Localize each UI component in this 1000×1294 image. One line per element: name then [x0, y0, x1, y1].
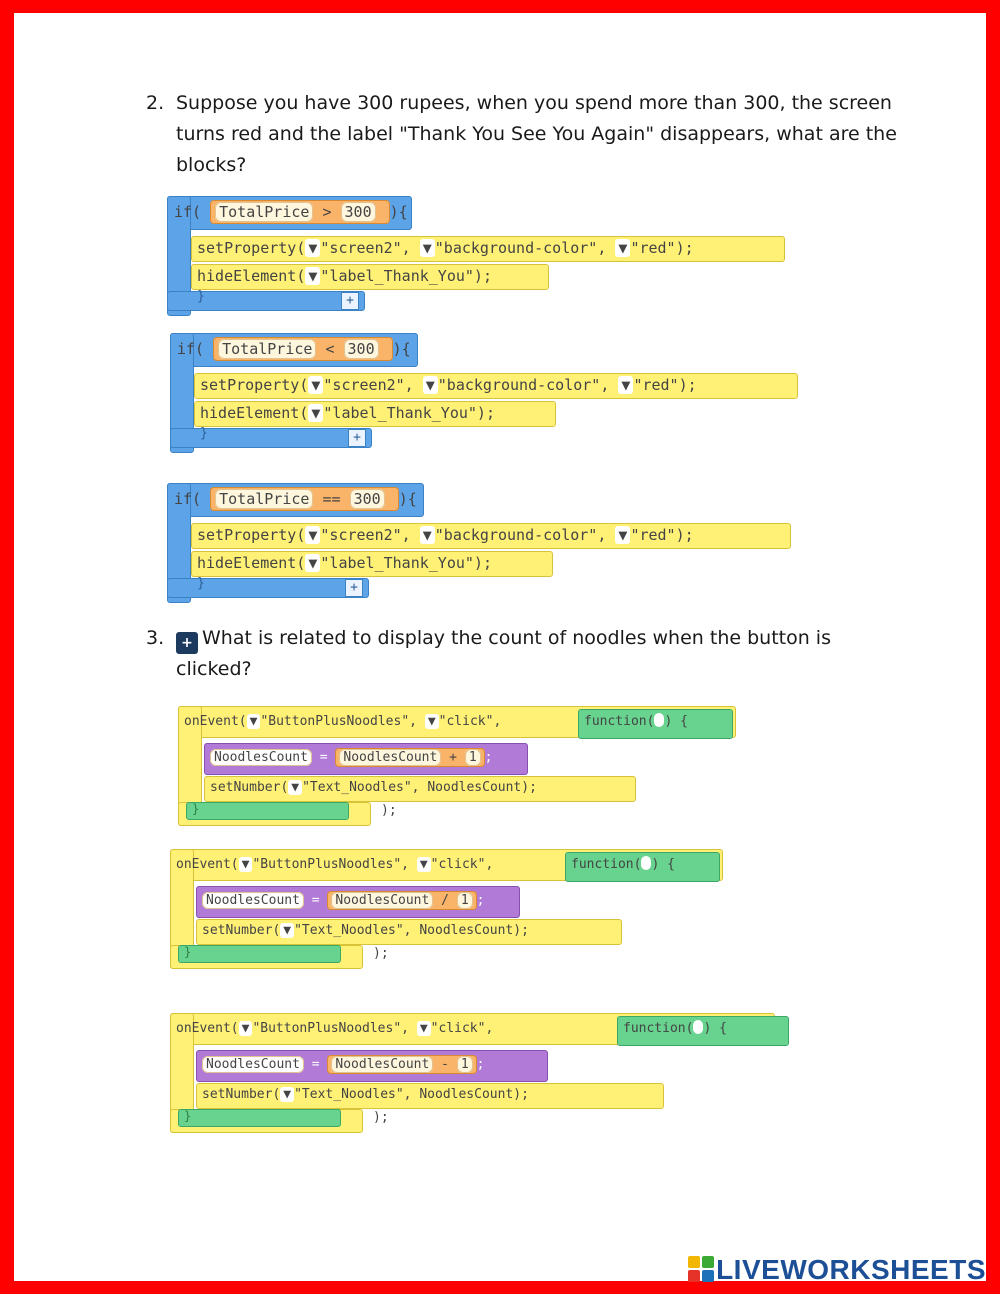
question-number: 2. — [146, 92, 165, 114]
dropdown-icon[interactable]: ▼ — [308, 404, 323, 422]
function-name: onEvent( — [184, 714, 247, 729]
condition-expression — [210, 487, 399, 511]
param-slot[interactable] — [654, 713, 664, 727]
variable-slot[interactable]: NoodlesCount — [202, 1056, 304, 1073]
variable-slot[interactable]: NoodlesCount — [210, 749, 312, 766]
variable-slot[interactable]: TotalPrice — [215, 202, 313, 222]
dropdown-icon[interactable]: ▼ — [280, 1087, 294, 1102]
dropdown-icon[interactable]: ▼ — [305, 267, 320, 285]
block-end: } — [200, 426, 208, 441]
block-end: } — [197, 576, 205, 591]
function-keyword: function( — [584, 714, 655, 729]
number-slot[interactable]: 1 — [457, 892, 473, 909]
if-keyword: if( — [177, 340, 205, 358]
function-keyword: function( — [571, 857, 642, 872]
variable-ref: NoodlesCount — [419, 1087, 514, 1102]
variable-ref: NoodlesCount — [427, 780, 522, 795]
dropdown-icon[interactable]: ▼ — [239, 1021, 253, 1036]
variable-slot[interactable]: NoodlesCount — [339, 749, 441, 766]
variable-slot[interactable]: NoodlesCount — [331, 892, 433, 909]
dropdown-icon[interactable]: ▼ — [420, 239, 435, 257]
dropdown-icon[interactable]: ▼ — [280, 923, 294, 938]
if-close: ){ — [389, 203, 408, 221]
argument: "ButtonPlusNoodles", — [252, 1021, 409, 1036]
dropdown-icon[interactable]: ▼ — [239, 857, 253, 872]
argument: "Text_Noodles", — [302, 780, 420, 795]
dropdown-icon[interactable]: ▼ — [305, 239, 320, 257]
assign-operator: = — [311, 1057, 320, 1072]
argument: "ButtonPlusNoodles", — [260, 714, 417, 729]
question-text: Suppose you have 300 rupees, when you spend more than 300, the screen turns red and the label "Thank You See You Again" disappears, what are the blocks? — [176, 92, 897, 176]
argument: "screen2", — [320, 526, 411, 544]
number-slot[interactable]: 300 — [341, 202, 376, 222]
block-end: } — [197, 289, 205, 304]
argument: "click", — [438, 714, 502, 729]
function-body-end — [178, 1109, 341, 1127]
function-name: setNumber( — [210, 780, 289, 795]
onevent-close: ); — [381, 803, 397, 818]
argument: "screen2", — [323, 376, 414, 394]
operator: > — [322, 203, 332, 221]
number-slot[interactable]: 300 — [344, 339, 379, 359]
liveworksheets-logo — [688, 1254, 986, 1286]
argument: "Text_Noodles", — [294, 1087, 412, 1102]
param-slot[interactable] — [641, 856, 651, 870]
function-end: ) { — [651, 857, 675, 872]
logo-mark-icon — [688, 1256, 714, 1282]
function-name: hideElement( — [197, 554, 306, 572]
assign-operator: = — [311, 893, 320, 908]
function-name: setProperty( — [197, 239, 306, 257]
semicolon: ; — [484, 750, 493, 765]
number-slot[interactable]: 1 — [457, 1056, 473, 1073]
argument: "screen2", — [320, 239, 411, 257]
argument: "red"); — [630, 526, 694, 544]
if-keyword: if( — [174, 203, 202, 221]
argument: "red"); — [633, 376, 697, 394]
dropdown-icon[interactable]: ▼ — [247, 714, 261, 729]
function-name: hideElement( — [197, 267, 306, 285]
if-keyword: if( — [174, 490, 202, 508]
dropdown-icon[interactable]: ▼ — [423, 376, 438, 394]
function-close-brace: } — [184, 945, 192, 959]
argument: "red"); — [630, 239, 694, 257]
number-slot[interactable]: 1 — [465, 749, 481, 766]
dropdown-icon[interactable]: ▼ — [615, 239, 630, 257]
math-expression — [327, 1055, 476, 1074]
function-name: onEvent( — [176, 857, 239, 872]
function-name: setNumber( — [202, 923, 281, 938]
function-keyword: function( — [623, 1021, 694, 1036]
onevent-close: ); — [373, 1110, 389, 1125]
argument: "label_Thank_You"); — [323, 404, 495, 422]
function-close-brace: } — [192, 802, 200, 816]
function-end: ) { — [664, 714, 688, 729]
operator: < — [325, 340, 335, 358]
argument: "background-color", — [437, 376, 610, 394]
dropdown-icon[interactable]: ▼ — [618, 376, 633, 394]
call-end: ); — [513, 923, 529, 938]
call-end: ); — [513, 1087, 529, 1102]
function-body-end — [178, 945, 341, 963]
argument: "ButtonPlusNoodles", — [252, 857, 409, 872]
semicolon: ; — [476, 893, 485, 908]
add-else-plus-icon[interactable]: + — [341, 292, 359, 310]
argument: "background-color", — [434, 526, 607, 544]
variable-slot[interactable]: NoodlesCount — [331, 1056, 433, 1073]
argument: "click", — [430, 857, 494, 872]
condition-expression — [213, 337, 393, 361]
math-operator: - — [441, 1057, 449, 1072]
dropdown-icon[interactable]: ▼ — [308, 376, 323, 394]
function-name: hideElement( — [200, 404, 309, 422]
argument: "background-color", — [434, 239, 607, 257]
function-name: setNumber( — [202, 1087, 281, 1102]
function-body-end — [186, 802, 349, 820]
logo-text: LIVEWORKSHEETS — [716, 1254, 986, 1285]
dropdown-icon[interactable]: ▼ — [305, 554, 320, 572]
dropdown-icon[interactable]: ▼ — [420, 526, 435, 544]
function-end: ) { — [703, 1021, 727, 1036]
function-name: setProperty( — [197, 526, 306, 544]
dropdown-icon[interactable]: ▼ — [425, 714, 439, 729]
operator: == — [322, 490, 341, 508]
question-2 — [146, 88, 906, 181]
variable-slot[interactable]: TotalPrice — [215, 489, 313, 509]
math-expression — [327, 891, 476, 910]
assign-operator: = — [319, 750, 328, 765]
question-number: 3. — [146, 627, 165, 649]
argument: "label_Thank_You"); — [320, 267, 492, 285]
function-name: setProperty( — [200, 376, 309, 394]
variable-slot[interactable]: NoodlesCount — [202, 892, 304, 909]
dropdown-icon[interactable]: ▼ — [288, 780, 302, 795]
math-operator: + — [449, 750, 457, 765]
param-slot[interactable] — [693, 1020, 703, 1034]
question-text: What is related to display the count of noodles when the button is clicked? — [176, 627, 831, 680]
onevent-close: ); — [373, 946, 389, 961]
function-close-brace: } — [184, 1109, 192, 1123]
condition-expression — [210, 200, 390, 224]
math-operator: / — [441, 893, 449, 908]
dropdown-icon[interactable]: ▼ — [305, 526, 320, 544]
add-else-plus-icon[interactable]: + — [348, 429, 366, 447]
question-3 — [146, 623, 906, 685]
variable-ref: NoodlesCount — [419, 923, 514, 938]
math-expression — [335, 748, 484, 767]
dropdown-icon[interactable]: ▼ — [417, 1021, 431, 1036]
semicolon: ; — [476, 1057, 485, 1072]
argument: "click", — [430, 1021, 494, 1036]
argument: "label_Thank_You"); — [320, 554, 492, 572]
add-else-plus-icon[interactable]: + — [345, 579, 363, 597]
number-slot[interactable]: 300 — [350, 489, 385, 509]
dropdown-icon[interactable]: ▼ — [417, 857, 431, 872]
if-close: ){ — [392, 340, 411, 358]
dropdown-icon[interactable]: ▼ — [615, 526, 630, 544]
plus-badge-icon[interactable]: + — [176, 632, 198, 654]
call-end: ); — [521, 780, 537, 795]
if-close: ){ — [398, 490, 417, 508]
function-name: onEvent( — [176, 1021, 239, 1036]
variable-slot[interactable]: TotalPrice — [218, 339, 316, 359]
argument: "Text_Noodles", — [294, 923, 412, 938]
